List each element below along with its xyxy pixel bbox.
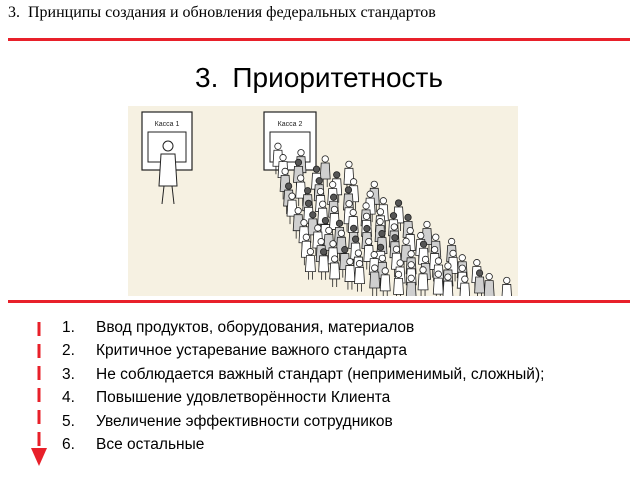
queue-person: [484, 273, 494, 296]
list-item: 1. Ввод продуктов, оборудования, материалов: [62, 319, 415, 336]
priority-list: [62, 316, 544, 456]
queue-person: [433, 271, 443, 296]
queue-person: [475, 270, 485, 296]
top-divider: [8, 38, 630, 41]
queue-person: [406, 275, 416, 296]
header-title: [8, 4, 436, 22]
list-item: 6. Все остальные: [62, 436, 205, 454]
counter-1-label: Касса 1: [154, 121, 180, 128]
slide-title-text: Приоритетность: [232, 62, 443, 93]
slide-title-number: 3.: [195, 62, 219, 93]
bottom-divider: [8, 300, 630, 303]
queue-illustration: [128, 106, 518, 296]
list-item: 3. Не соблюдается важный стандарт (неприменимый, сложный);: [62, 365, 545, 383]
list-item: 5. Увеличение эффективности сотрудников: [62, 412, 393, 430]
list-item: 4. Повышение удовлетворённости Клиента: [62, 389, 391, 407]
slide-title: [0, 62, 638, 94]
queue-person: [443, 274, 453, 296]
queue-person: [394, 271, 404, 296]
queue-person: [460, 276, 470, 296]
counter-2: [264, 112, 316, 170]
counter-2-label: Касса 2: [277, 121, 303, 128]
queue-person: [502, 277, 512, 296]
header-text: Принципы создания и обновления федеральных стандартов: [28, 4, 436, 21]
priority-arrow: [28, 320, 50, 468]
header-number: 3.: [8, 4, 20, 21]
list-item: 2. Критичное устаревание важного стандарта: [62, 342, 407, 360]
